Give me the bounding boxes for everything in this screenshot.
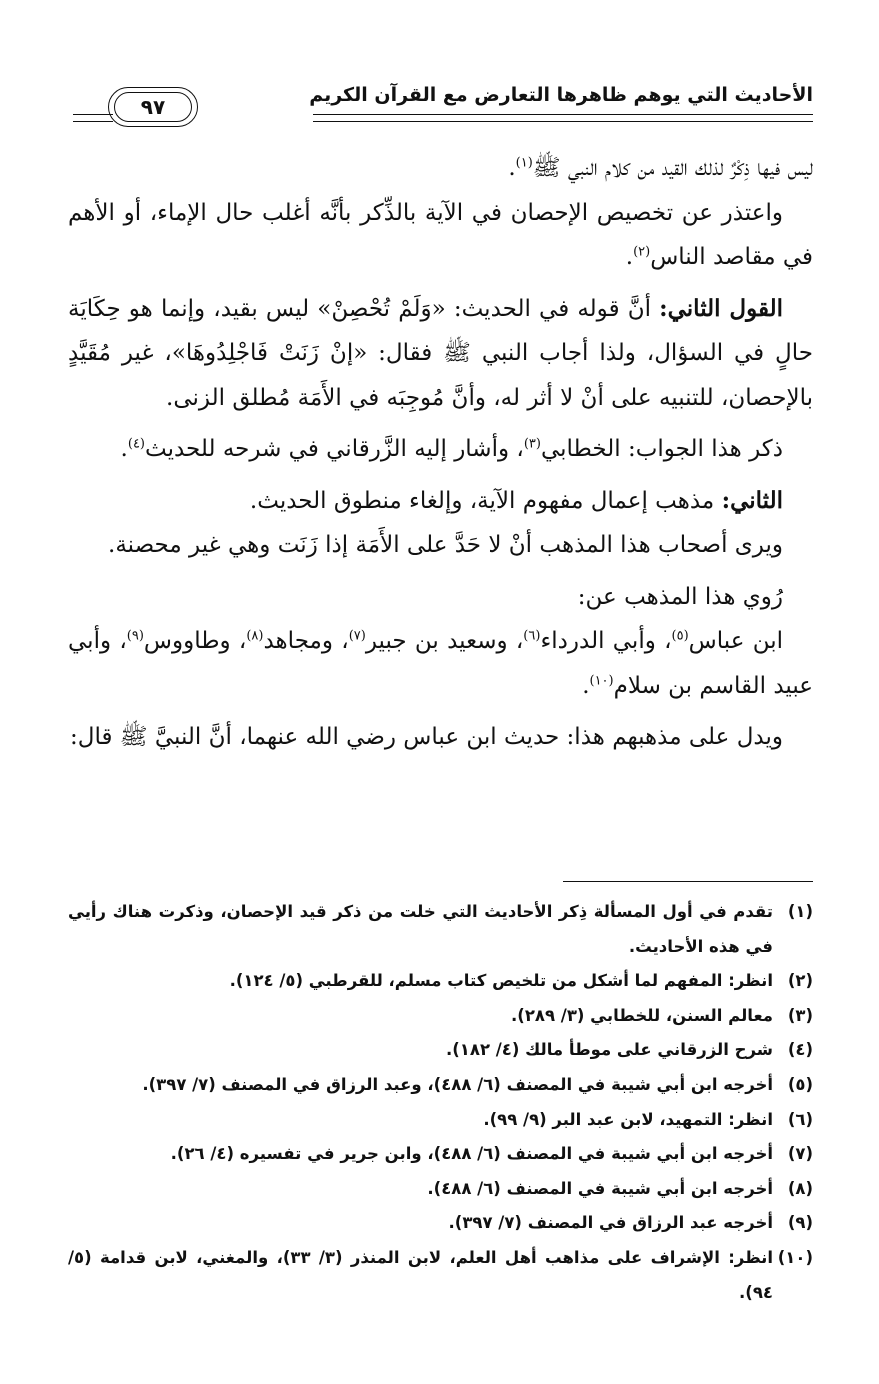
section-label: القول الثاني:	[659, 294, 783, 322]
footnote	[68, 1206, 813, 1241]
main-text	[68, 146, 813, 760]
footnote-text: انظر: المفهم لما أشكل من تلخيص كتاب مسلم، للقرطبي (٥/ ١٢٤).	[229, 971, 773, 991]
footnote-ref: (٥)	[671, 628, 689, 644]
page-number: ٩٧	[114, 92, 192, 122]
header-rule	[73, 114, 113, 115]
footnote-ref: (٦)	[523, 628, 541, 644]
footnote-number: (٦)	[787, 1109, 813, 1129]
footnote-number: (٥)	[787, 1074, 813, 1094]
footnote-text: أخرجه ابن أبي شيبة في المصنف (٦/ ٤٨٨)، وابن جرير في تفسيره (٤/ ٢٦).	[170, 1144, 773, 1164]
footnote-number: (٧)	[787, 1144, 813, 1164]
footnote-ref: (٤)	[127, 436, 145, 452]
footnote-ref: (٢)	[633, 244, 651, 260]
footnote-ref: (١)	[515, 155, 533, 171]
paragraph: ويرى أصحاب هذا المذهب أنْ لا حَدَّ على الأَمَة إذا زَنَت وهي غير محصنة.	[108, 532, 783, 558]
footnote	[68, 1137, 813, 1172]
footnote-number: (٩)	[787, 1213, 813, 1233]
footnote-ref: (٨)	[246, 628, 264, 644]
footnote	[68, 1068, 813, 1103]
footnote-text: شرح الزرقاني على موطأ مالك (٤/ ١٨٢).	[445, 1040, 773, 1060]
footnote-number: (٤)	[787, 1040, 813, 1060]
footnote-separator	[563, 881, 813, 882]
footnote-ref: (٣)	[523, 436, 541, 452]
footnote-text: انظر: التمهيد، لابن عبد البر (٩/ ٩٩).	[483, 1109, 773, 1129]
header-rule	[73, 121, 113, 122]
paragraph: ذكر هذا الجواب: الخطابي$^{(٣)}$، وأشار إليه الزَّرقاني في شرحه للحديث$^{(٤)}$.	[120, 436, 783, 462]
paragraph: ليس فيها ذِكْرٌ لذلك القيد من كلام النبي ﷺ$^{(١)}$.	[508, 155, 813, 181]
footnote	[68, 964, 813, 999]
footnote-ref: (٧)	[348, 628, 366, 644]
footnote-text: أخرجه ابن أبي شيبة في المصنف (٦/ ٤٨٨)، وعبد الرزاق في المصنف (٧/ ٣٩٧).	[142, 1074, 773, 1094]
footnote-number: (٣)	[787, 1005, 813, 1025]
header-rule	[313, 114, 813, 115]
paragraph: الثاني: مذهب إعمال مفهوم الآية، وإلغاء منطوق الحديث.	[249, 486, 783, 514]
footnote	[68, 895, 813, 964]
page-number-frame	[108, 87, 198, 127]
footnote-text: أخرجه ابن أبي شيبة في المصنف (٦/ ٤٨٨).	[427, 1178, 773, 1198]
footnote-ref: (١٠)	[589, 672, 614, 688]
paragraph: القول الثاني: أنَّ قوله في الحديث: «وَلَمْ تُحْصِنْ» ليس بقيد، وإنما هو حِكَايَة حالٍ في السؤال، ولذا أجاب النبي ﷺ فقال: «إنْ زَنَتْ فَاجْلِدُوهَا»، غير مُقَيَّدٍ بالإحصان، للتنبيه على أنْ لا أثر له، وأنَّ مُوجِبَه في الأَمَة مُطلق الزنى.	[68, 294, 813, 411]
footnote-number: (١)	[787, 902, 813, 921]
paragraph: رُوي هذا المذهب عن:	[577, 583, 783, 610]
footnote	[68, 1241, 813, 1310]
footnote-number: (٨)	[787, 1178, 813, 1198]
footnotes	[68, 895, 813, 1310]
footnote-number: (٢)	[787, 971, 813, 991]
footnote-text: معالم السنن، للخطابي (٣/ ٢٨٩).	[511, 1005, 773, 1025]
footnote-number: (١٠)	[777, 1247, 813, 1267]
footnote	[68, 1103, 813, 1138]
footnote-text: تقدم في أول المسألة ذِكر الأحاديث التي خلت من ذكر قيد الإحصان، وذكرت هناك رأيي في هذه الأحاديث.	[68, 902, 773, 956]
footnote-ref: (٩)	[126, 628, 144, 644]
paragraph: ويدل على مذهبهم هذا: حديث ابن عباس رضي الله عنهما، أنَّ النبيَّ ﷺ قال:	[70, 724, 783, 750]
paragraph: واعتذر عن تخصيص الإحصان في الآية بالذِّكر بأنَّه أغلب حال الإماء، أو الأهم في مقاصد الناس$^{(٢)}$.	[68, 199, 813, 270]
footnote-text: انظر: الإشراف على مذاهب أهل العلم، لابن المنذر (٣/ ٣٣)، والمغني، لابن قدامة (٥/ ٩٤).	[68, 1247, 773, 1302]
paragraph: ابن عباس$^{(٥)}$، وأبي الدرداء$^{(٦)}$، وسعيد بن جبير$^{(٧)}$، ومجاهد$^{(٨)}$، وطاووس$^{(٩)}$، وأبي عبيد القاسم بن سلام$^{(١٠)}$.	[68, 628, 813, 699]
footnote	[68, 1033, 813, 1068]
header-rule	[313, 121, 813, 122]
running-title: الأحاديث التي يوهم ظاهرها التعارض مع القرآن الكريم	[309, 84, 813, 106]
footnote	[68, 999, 813, 1034]
footnote-text: أخرجه عبد الرزاق في المصنف (٧/ ٣٩٧).	[448, 1213, 773, 1233]
footnote	[68, 1172, 813, 1207]
section-label: الثاني:	[721, 486, 783, 514]
